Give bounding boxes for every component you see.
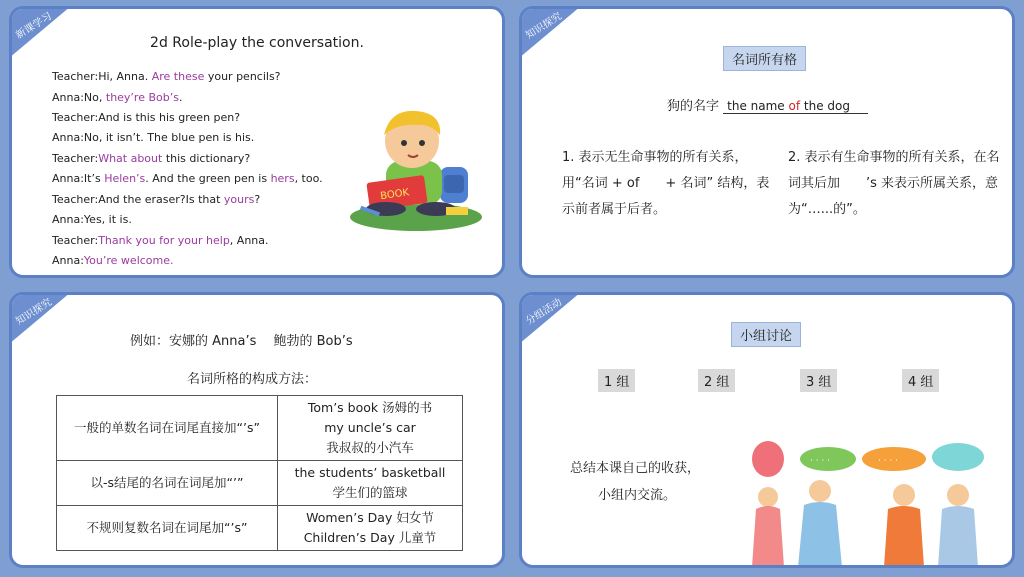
corner-tag-label: 知识探究 [524,10,564,42]
table-row [57,461,463,506]
group-label: 2 组 [698,369,735,392]
discussion-people-illustration [738,439,994,567]
corner-tag-label: 知识探究 [14,296,54,328]
dialogue-line: Teacher:Thank you for your help, Anna. [52,234,269,247]
dialogue-line: Anna:No, it isn’t. The blue pen is his. [52,131,255,144]
rule-inanimate: 1. 表示无生命事物的所有关系，用“名词 + of + 名词” 结构，表示前者属于后者。 [562,150,770,217]
panel-formation-rules [9,292,505,568]
method-heading: 名词所格的构成方法： [187,372,318,387]
corner-tag-label: 分组活动 [524,296,564,328]
table-cell: Tom’s book 汤姆的书 my uncle’s car 我叔叔的小汽车 [278,396,463,461]
slide-title: 2d Role-play the conversation. [150,35,364,51]
table-row [57,396,463,461]
dialogue-line: Teacher:Hi, Anna. Are these your pencils? [52,70,281,83]
table-cell: 以-s结尾的名词在词尾加“’” [57,461,278,506]
svg-text:· · · ·: · · · · [878,456,899,466]
table-cell: Women’s Day 妇女节 Children’s Day 儿童节 [278,506,463,551]
table-row [57,506,463,551]
corner-tag-label: 新课学习 [14,10,54,42]
rule-animate: 2. 表示有生命事物的所有关系，在名词其后加 ’s 来表示所属关系，意为“…...的”。 [788,150,1000,217]
panel-possessive-intro [519,6,1015,278]
panel-group-activity [519,292,1015,568]
section-heading: 小组讨论 [731,322,801,347]
table-cell: 一般的单数名词在词尾直接加“’s” [57,396,278,461]
summary-line-2: 小组内交流。 [598,488,677,503]
panel-role-play [9,6,505,278]
rules-table [56,395,463,551]
example-text: 例如：安娜的 Anna’s 鲍勃的 Bob’s [130,334,353,349]
table-cell: the students’ basketball 学生们的篮球 [278,461,463,506]
dialogue-line: Teacher:What about this dictionary? [52,152,251,165]
svg-text:BOOK: BOOK [379,187,410,203]
dialogue-line: Anna:No, they’re Bob’s. [52,91,183,104]
table-cell: 不规则复数名词在词尾加“’s” [57,506,278,551]
dialogue-line: Teacher:And is this his green pen? [52,111,241,124]
dialogue-line: Anna:Yes, it is. [52,213,132,226]
boy-reading-illustration [346,105,488,235]
group-label: 3 组 [800,369,837,392]
section-heading: 名词所有格 [723,46,806,71]
dialogue-line: Anna:You’re welcome. [52,254,174,267]
svg-text:· · · ·: · · · · [810,456,831,466]
dialogue-line: Anna:It’s Helen’s. And the green pen is hers, too. [52,172,323,185]
group-label: 1 组 [598,369,635,392]
dialogue-line: Teacher:And the eraser?Is that yours? [52,193,261,206]
dog-example: 狗的名字 the name of the dog [667,95,868,114]
group-label: 4 组 [902,369,939,392]
summary-line-1: 总结本课自己的收获， [570,461,701,476]
